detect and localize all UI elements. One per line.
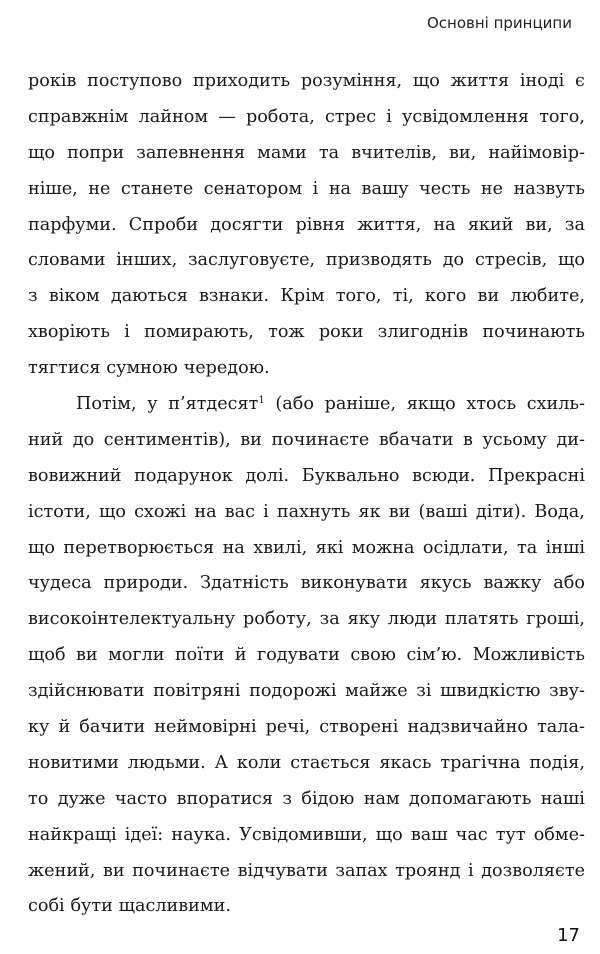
- paragraph-1: [28, 64, 585, 387]
- text-line: що перетворюється на хвилі, які можна осідлати, та інші: [28, 537, 585, 558]
- text-line: ку й бачити неймовірні речі, створені надзвичайно тала-: [28, 717, 585, 738]
- text-line: чудеса природи. Здатність виконувати якусь важку або: [28, 573, 585, 594]
- text-line: здійснювати повітряні подорожі майже зі швидкістю зву-: [28, 681, 585, 702]
- text-line: що попри запевнення мами та вчителів, ви, найімовір-: [28, 142, 585, 163]
- text-line: високоінтелектуальну роботу, за яку люди платять гроші,: [28, 609, 585, 630]
- text-line: хворіють і помирають, тож роки злигоднів починають: [28, 322, 585, 343]
- text-line: ніше, не станете сенатором і на вашу честь не назвуть: [28, 178, 585, 199]
- text-line: тягтися сумною чередою.: [28, 358, 270, 379]
- text-line: щоб ви могли поїти й годувати свою сім’ю. Можливість: [28, 645, 585, 666]
- text-line: найкращі ідеї: наука. Усвідомивши, що ваш час тут обме-: [28, 824, 585, 845]
- text-line: новитими людьми. А коли стається якась трагічна подія,: [28, 752, 585, 773]
- text-line: Потім, у п’ятдесят$^1$ (або раніше, якщо хтось схиль-: [76, 394, 585, 415]
- text-line: то дуже часто впоратися з бідою нам допомагають наші: [28, 788, 585, 809]
- text-line: справжнім лайном — робота, стрес і усвідомлення того,: [28, 106, 585, 127]
- page-number: 17: [557, 925, 580, 946]
- text-line: ний до сентиментів), ви починаєте вбачати в усьому ди-: [28, 429, 585, 450]
- paragraph-2: [28, 387, 585, 925]
- text-line: словами інших, заслуговуєте, призводять до стресів, що: [28, 250, 585, 271]
- running-head: Основні принципи: [426, 14, 572, 32]
- text-line: вовижний подарунок долі. Буквально всюди. Прекрасні: [28, 465, 585, 486]
- text-line: з віком даються взнаки. Крім того, ті, кого ви любите,: [28, 286, 585, 307]
- body-text: [28, 64, 585, 925]
- text-line: років поступово приходить розуміння, що життя іноді є: [28, 71, 585, 91]
- text-line: собі бути щасливими.: [28, 896, 231, 917]
- text-line: парфуми. Спроби досягти рівня життя, на який ви, за: [28, 214, 585, 235]
- text-line: істоти, що схожі на вас і пахнуть як ви (ваші діти). Вода,: [28, 501, 585, 522]
- text-line: жений, ви починаєте відчувати запах троянд і дозволяєте: [28, 860, 585, 881]
